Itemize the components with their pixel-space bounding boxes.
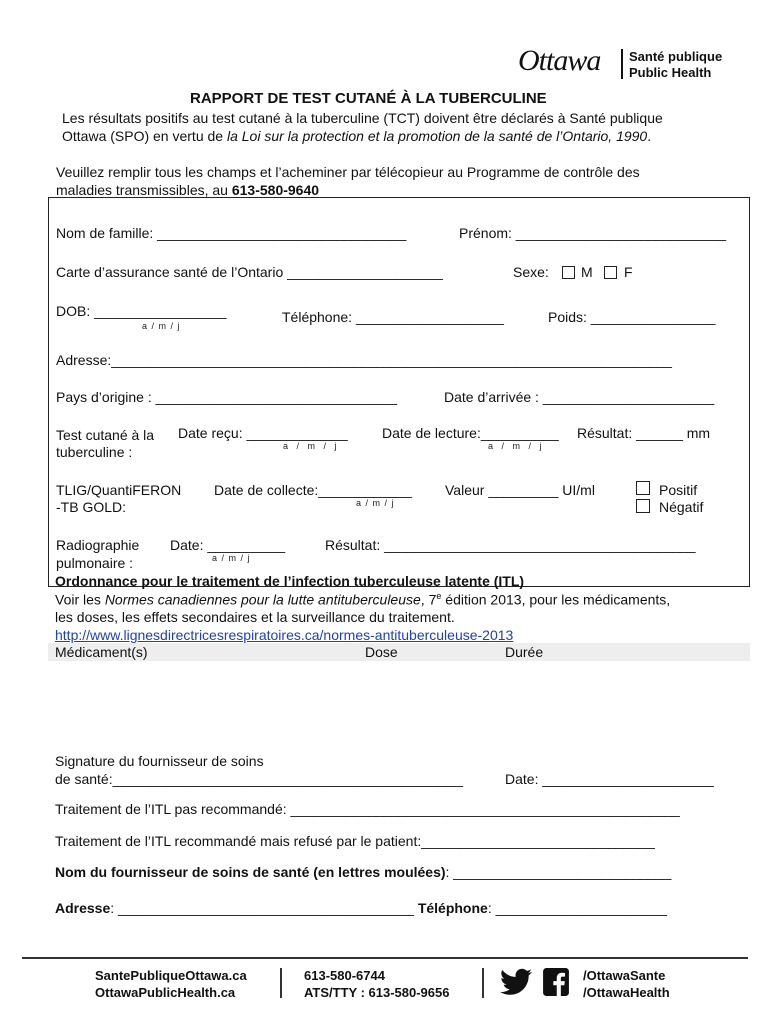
facebook-icon <box>543 968 569 999</box>
footer-divider <box>22 957 748 959</box>
health-card-field[interactable]: Carte d’assurance santé de l’Ontario ____________________ <box>56 264 443 280</box>
positive-label: Positif <box>659 482 698 498</box>
sex-f-checkbox[interactable] <box>604 266 617 279</box>
instructions-line2: maladies transmissibles, au 613-580-9640 <box>56 182 320 198</box>
footer-website-en: OttawaPublicHealth.ca <box>95 985 236 1000</box>
fax-number: 613-580-9640 <box>231 182 320 198</box>
sex-m-label: M <box>581 264 593 280</box>
tst-date-hint: a / m / j <box>283 441 340 451</box>
itl-refused-field[interactable]: Traitement de l’ITL recommandé mais refusé par le patient:______________________________ <box>55 833 655 849</box>
address-field[interactable]: Adresse:________________________________________________________________________ <box>56 352 672 368</box>
xray-label-1: Radiographie <box>56 537 140 553</box>
intro-line1: Les résultats positifs au test cutané à la tuberculine (TCT) doivent être déclarés à Santé publique <box>62 110 663 126</box>
positive-checkbox[interactable] <box>636 481 650 495</box>
sex-f-label: F <box>624 264 633 280</box>
logo-wordmark: Ottawa <box>518 44 601 77</box>
dose-col-header: Dose <box>365 644 398 660</box>
igra-label-1: TLIG/QuantiFERON <box>56 482 182 498</box>
signature-label-1: Signature du fournisseur de soins <box>55 753 264 769</box>
duration-col-header: Durée <box>505 644 544 660</box>
signature-field[interactable]: de santé:_____________________________________________ <box>55 771 463 787</box>
phone-field[interactable]: Téléphone: ___________________ <box>282 309 504 325</box>
footer-separator-1 <box>280 968 282 998</box>
page-title: RAPPORT DE TEST CUTANÉ À LA TUBERCULINE <box>190 90 547 107</box>
arrival-date-field[interactable]: Date d’arrivée : ______________________ <box>444 389 715 405</box>
negative-label: Négatif <box>659 499 704 515</box>
first-name-field[interactable]: Prénom: ___________________________ <box>459 225 727 241</box>
logo-divider <box>621 49 623 79</box>
dob-format-hint: a / m / j <box>142 321 181 331</box>
igra-label-2: -TB GOLD: <box>56 499 127 515</box>
reading-date-field[interactable]: Date de lecture:__________ <box>382 425 559 441</box>
negative-checkbox[interactable] <box>636 499 650 513</box>
itl-not-recommended-field[interactable]: Traitement de l’ITL pas recommandé: __________________________________________________ <box>55 801 680 817</box>
signature-date-field[interactable]: Date: ______________________ <box>505 771 714 787</box>
tst-result-field[interactable]: Résultat: ______ mm <box>577 425 711 441</box>
xray-date-hint: a / m / j <box>212 553 251 563</box>
collection-date-hint: a / m / j <box>356 498 395 508</box>
provider-address-field[interactable]: Adresse: ______________________________________ Téléphone: ______________________ <box>55 900 667 916</box>
footer-phone: 613-580-6744 <box>304 968 385 983</box>
intro-line2: Ottawa (SPO) en vertu de la Loi sur la protection et la promotion de la santé de l’Ontario, 1990. <box>62 128 652 144</box>
instructions-line1: Veuillez remplir tous les champs et l’acheminer par télécopieur au Programme de contrôle des <box>56 164 640 180</box>
logo-line1: Santé publique <box>629 49 723 64</box>
twitter-icon <box>500 968 532 999</box>
tst-date-received-field[interactable]: Date reçu: _____________ <box>178 425 348 441</box>
xray-label-2: pulmonaire : <box>56 555 134 571</box>
footer-social-en: /OttawaHealth <box>583 985 670 1000</box>
medication-table-header <box>48 643 750 661</box>
sex-m-checkbox[interactable] <box>562 266 575 279</box>
footer-social-fr: /OttawaSante <box>583 968 666 983</box>
footer-separator-2 <box>482 968 484 998</box>
footer-website-fr: SantePubliqueOttawa.ca <box>95 968 247 983</box>
footer-tty: ATS/TTY : 613-580-9656 <box>304 985 450 1000</box>
xray-date-field[interactable]: Date: __________ <box>170 537 286 553</box>
tst-label-1: Test cutané à la <box>56 427 155 443</box>
tst-label-2: tuberculine : <box>56 444 133 460</box>
sex-label: Sexe: <box>513 264 549 280</box>
itl-heading: Ordonnance pour le traitement de l’infection tuberculeuse latente (ITL) <box>55 573 525 589</box>
provider-name-field[interactable]: Nom du fournisseur de soins de santé (en lettres moulées): ____________________________ <box>55 864 672 880</box>
guidelines-link[interactable]: http://www.lignesdirectricesrespiratoires.ca/normes-antituberculeuse-2013 <box>55 627 514 643</box>
medication-col-header: Médicament(s) <box>55 644 148 660</box>
itl-text-line2: les doses, les effets secondaires et la surveillance du traitement. <box>55 609 455 625</box>
dob-field[interactable]: DOB: _________________ <box>56 303 227 319</box>
last-name-field[interactable]: Nom de famille: ________________________________ <box>56 225 407 241</box>
xray-result-field[interactable]: Résultat: ________________________________________ <box>325 537 696 553</box>
collection-date-field[interactable]: Date de collecte:____________ <box>214 482 412 498</box>
logo-line2: Public Health <box>629 65 712 80</box>
weight-field[interactable]: Poids: ________________ <box>548 309 716 325</box>
igra-value-field[interactable]: Valeur _________ UI/ml <box>445 482 595 498</box>
itl-text-line1: Voir les Normes canadiennes pour la lutte antituberculeuse, 7e édition 2013, pour les médicaments, <box>55 591 671 608</box>
country-field[interactable]: Pays d’origine : _______________________________ <box>56 389 397 405</box>
reading-date-hint: a / m / j <box>488 441 545 451</box>
